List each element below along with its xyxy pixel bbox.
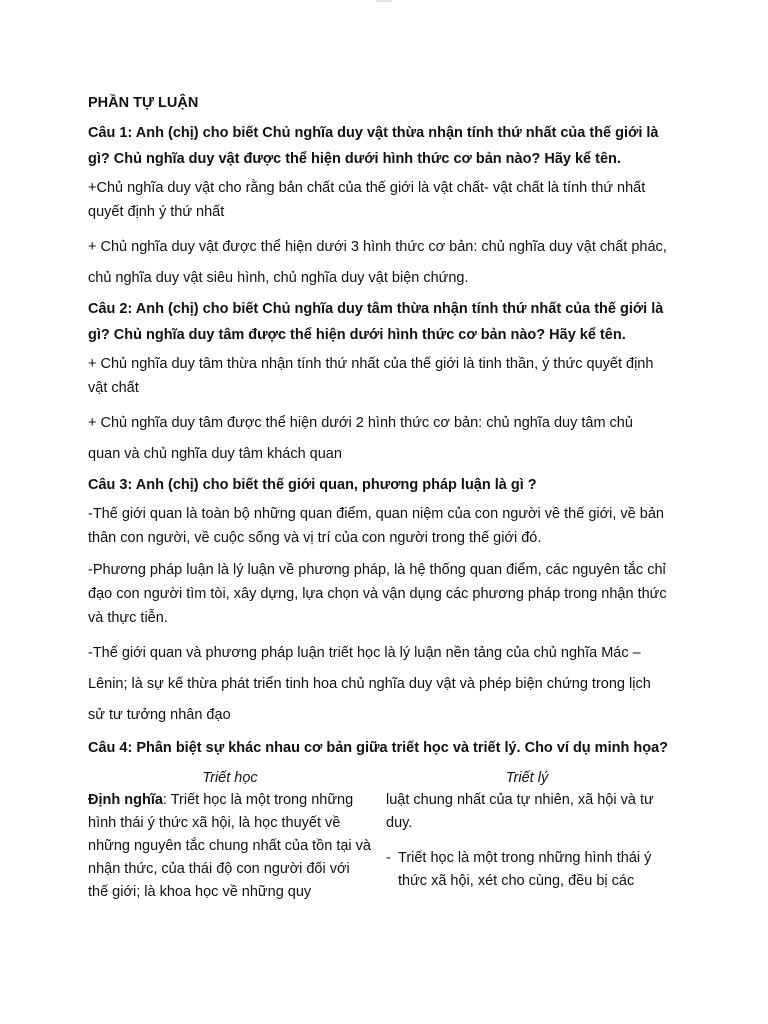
column-header-triet-ly: Triết lý (505, 770, 549, 786)
answer-2-1: + Chủ nghĩa duy tâm thừa nhận tính thứ nhất của thế giới là tinh thần, ý thức quyết định vật chất (88, 356, 654, 396)
list-item-text: Triết học là một trong những hình thái ý thức xã hội, xét cho cùng, đều bị các (398, 850, 652, 889)
triet-ly-text: luật chung nhất của tự nhiên, xã hội và tư duy. (386, 792, 654, 831)
table-column-triet-hoc (88, 767, 382, 904)
definition-cell (88, 789, 372, 904)
answer-1-2: + Chủ nghĩa duy vật được thể hiện dưới 3 hình thức cơ bản: chủ nghĩa duy vật chất phác, chủ nghĩa duy vật siêu hình, chủ nghĩa duy vật biện chứng. (88, 239, 667, 286)
column-header-triet-hoc: Triết học (202, 770, 258, 786)
answer-3-3: -Thế giới quan và phương pháp luận triết học là lý luận nền tảng của chủ nghĩa Mác – Lênin; là sự kế thừa phát triển tinh hoa chủ nghĩa duy vật và phép biện chứng trong lịch sử tư tưởng nhân đạo (88, 645, 651, 723)
question-2: Câu 2: Anh (chị) cho biết Chủ nghĩa duy tâm thừa nhận tính thứ nhất của thế giới là gì? Chủ nghĩa duy tâm được thể hiện dưới hình thức cơ bản nào? Hãy kể tên. (88, 301, 664, 343)
section-heading: PHẦN TỰ LUẬN (88, 95, 199, 111)
list-dash: - (386, 850, 391, 866)
comparison-table (88, 767, 668, 904)
list-item (386, 847, 668, 893)
answer-3-1: -Thế giới quan là toàn bộ những quan điểm, quan niệm của con người về thế giới, về bản thân con người, về cuộc sống và vị trí của con người trong thế giới đó. (88, 506, 664, 546)
table-column-triet-ly (382, 767, 668, 904)
question-3: Câu 3: Anh (chị) cho biết thế giới quan, phương pháp luận là gì ? (88, 477, 537, 493)
question-1: Câu 1: Anh (chị) cho biết Chủ nghĩa duy vật thừa nhận tính thứ nhất của thế giới là gì? Chủ nghĩa duy vật được thể hiện dưới hình thức cơ bản nào? Hãy kể tên. (88, 125, 659, 167)
definition-label: Định nghĩa (88, 792, 163, 808)
answer-1-1: +Chủ nghĩa duy vật cho rằng bản chất của thế giới là vật chất- vật chất là tính thứ nhất quyết định ý thứ nhất (88, 180, 646, 220)
answer-2-2: + Chủ nghĩa duy tâm được thể hiện dưới 2 hình thức cơ bản: chủ nghĩa duy tâm chủ quan và chủ nghĩa duy tâm khách quan (88, 415, 633, 462)
question-4: Câu 4: Phân biệt sự khác nhau cơ bản giữa triết học và triết lý. Cho ví dụ minh họa? (88, 740, 668, 756)
answer-3-2: -Phương pháp luận là lý luận về phương pháp, là hệ thống quan điểm, các nguyên tắc chỉ đạo con người tìm tòi, xây dựng, lựa chọn và vận dụng các phương pháp trong nhận thức và thực tiễn. (88, 562, 667, 626)
document-page (88, 90, 668, 904)
header-mark (376, 0, 392, 2)
definition-text: : Triết học là một trong những hình thái ý thức xã hội, là học thuyết về những nguyên tắc chung nhất của tồn tại và nhận thức, của thái độ con người đối với thế giới; là khoa học về những quy (88, 792, 371, 900)
